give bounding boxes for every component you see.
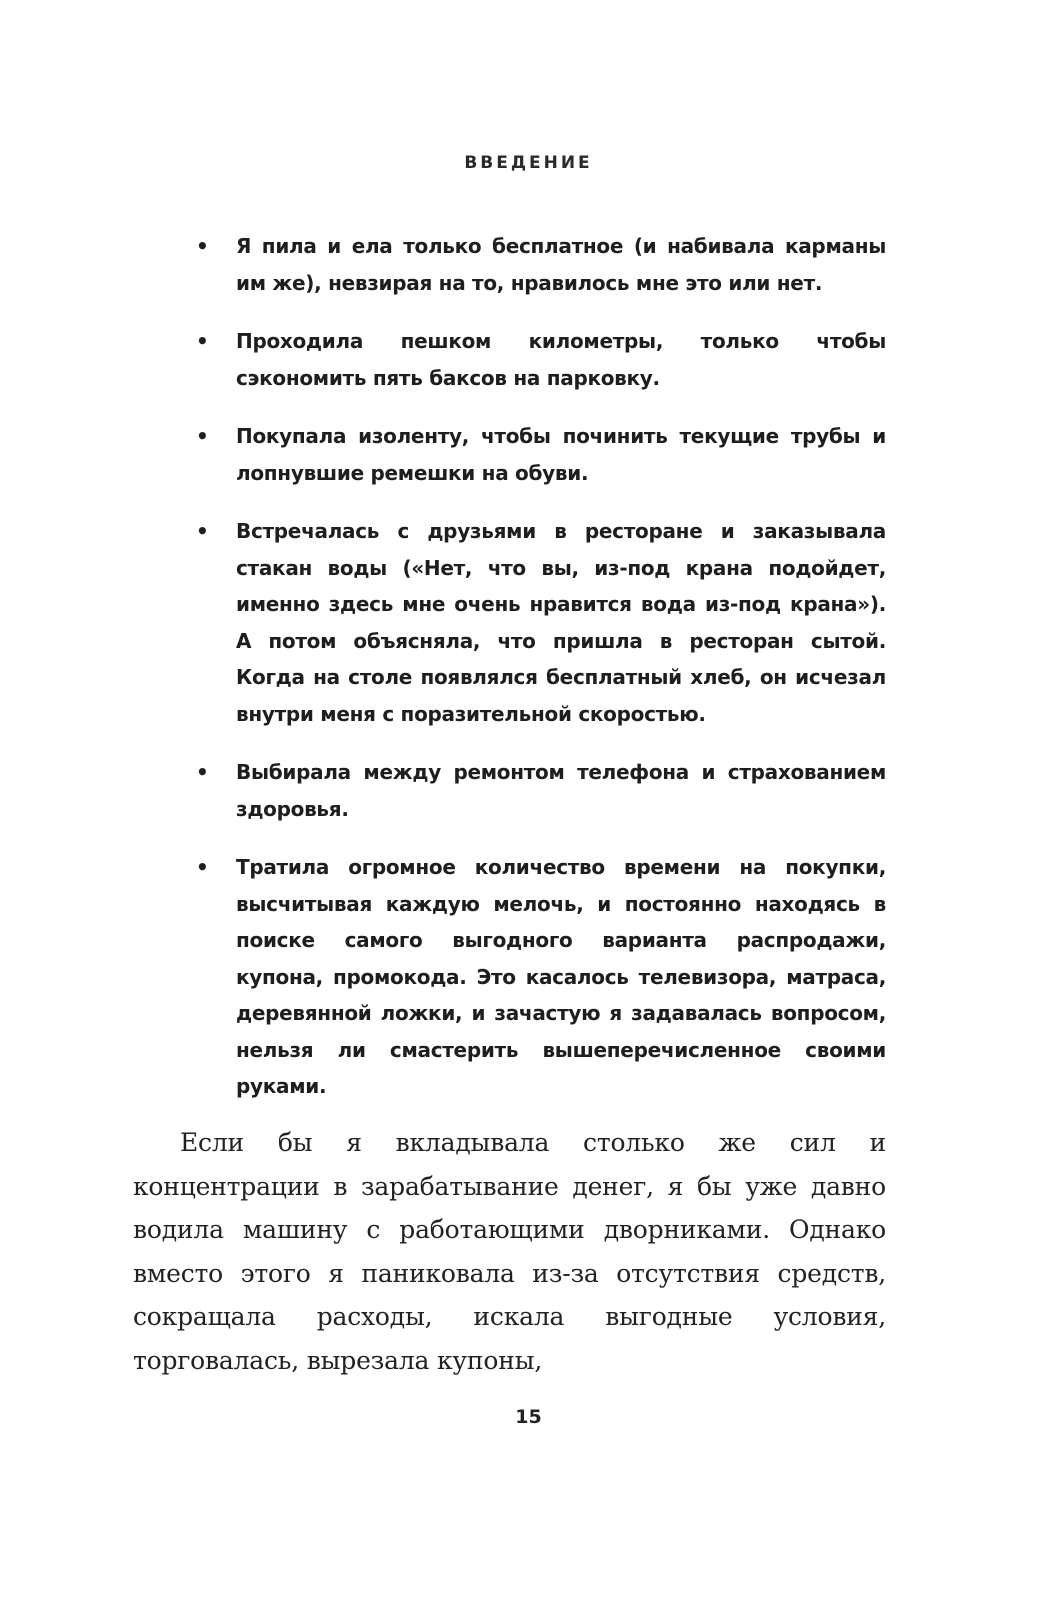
bullet-icon: • [196,760,209,784]
bullet-icon: • [196,329,209,353]
list-item [196,228,886,301]
bullet-list [196,228,886,1127]
list-item [196,323,886,396]
page-number: 15 [515,1406,542,1428]
list-item [196,513,886,732]
bullet-icon: • [196,424,209,448]
list-item-text: Покупала изоленту, чтобы починить текущие трубы и лопнувшие ремешки на обуви. [236,424,886,485]
list-item-text: Проходила пешком километры, только чтобы сэкономить пять баксов на парковку. [236,329,886,390]
list-item [196,849,886,1105]
list-item-text: Выбирала между ремонтом телефона и страхованием здоровья. [236,760,886,821]
list-item-text: Я пила и ела только бесплатное (и набивала карманы им же), невзирая на то, нравилось мне это или нет. [236,234,886,295]
bullet-icon: • [196,855,209,879]
list-item [196,754,886,827]
bullet-icon: • [196,519,209,543]
list-item [196,418,886,491]
bullet-icon: • [196,234,209,258]
body-paragraph: Если бы я вкладывала столько же сил и концентрации в зарабатывание денег, я бы уже давно водила машину с работающими дворниками. Однако вместо этого я паниковала из-за отсутствия средств, сокращала расходы, искала выгодные условия, торговалась, вырезала купоны, [133,1128,886,1375]
running-title: ВВЕДЕНИЕ [464,153,593,173]
list-item-text: Встречалась с друзьями в ресторане и заказывала стакан воды («Нет, что вы, из-под крана подойдет, именно здесь мне очень нравится вода из-под крана»). А потом объясняла, что пришла в ресторан сытой. Когда на столе появлялся бесплатный хлеб, он исчезал внутри меня с поразительной скоростью. [236,519,886,726]
list-item-text: Тратила огромное количество времени на покупки, высчитывая каждую мелочь, и постоянно находясь в поиске самого выгодного варианта распродажи, купона, промокода. Это касалось телевизора, матраса, деревянной ложки, и зачастую я задавалась вопросом, нельзя ли смастерить вышеперечисленное своими руками. [236,855,886,1098]
